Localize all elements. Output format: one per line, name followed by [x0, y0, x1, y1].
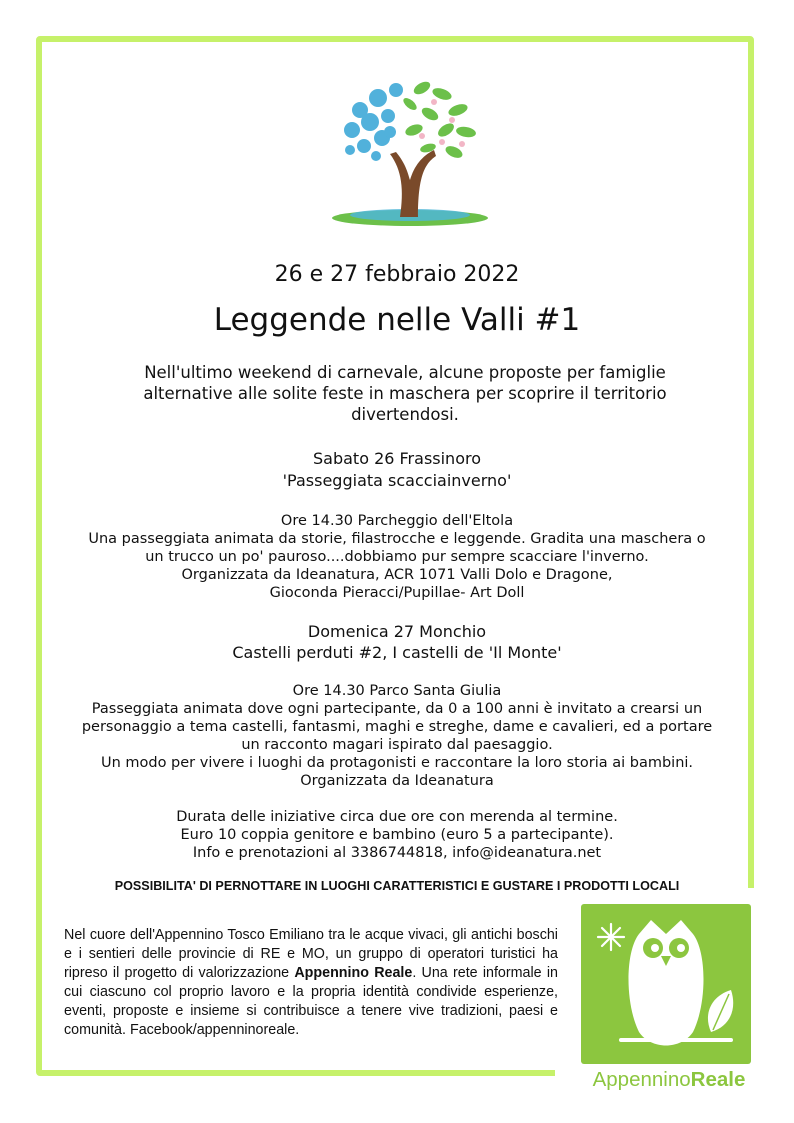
saturday-subtitle: 'Passeggiata scacciainverno' — [282, 471, 512, 490]
info-contact: Info e prenotazioni al 3386744818, info@ideanatura.net — [192, 845, 602, 861]
lodging-banner: POSSIBILITA' DI PERNOTTARE IN LUOGHI CARATTERISTICI E GUSTARE I PRODOTTI LOCALI — [114, 879, 680, 893]
snowflake-icon — [598, 924, 624, 950]
sunday-line: un racconto magari ispirato dal paesaggio. — [241, 737, 553, 753]
event-title: Leggende nelle Valli #1 — [213, 302, 581, 338]
event-date: 26 e 27 febbraio 2022 — [274, 262, 520, 287]
sunday-time-place: Ore 14.30 Parco Santa Giulia — [292, 683, 502, 699]
tree-illustration — [330, 70, 490, 230]
description-text: . Una rete informale in cui ciascuno col proprio lavoro e la propria identità condivide esperienze, eventi, proposte e insieme si contribuisce a tenere vive tradizioni, paesi e comunità. Facebook/appenninoreale. — [64, 965, 558, 1038]
sunday-line: Organizzata da Ideanatura — [300, 773, 494, 789]
sunday-line: Un modo per vivere i luoghi da protagonisti e raccontare la loro storia ai bambini. — [100, 755, 694, 771]
info-duration: Durata delle iniziative circa due ore con merenda al termine. — [176, 809, 618, 825]
logo-word: Appennino — [592, 1068, 691, 1091]
network-description — [64, 926, 558, 1040]
info-price: Euro 10 coppia genitore e bambino (euro 5 a partecipante). — [180, 827, 614, 843]
event-intro: Nell'ultimo weekend di carnevale, alcune proposte per famiglie alternative alle solite feste in maschera per scoprire il territorio divertendosi. — [143, 363, 667, 424]
sunday-subtitle: Castelli perduti #2, I castelli de 'Il Monte' — [232, 643, 562, 662]
sunday-line: Passeggiata animata dove ogni partecipante, da 0 a 100 anni è invitato a crearsi un — [91, 701, 703, 717]
appennino-reale-logo — [581, 904, 751, 1064]
saturday-line: Una passeggiata animata da storie, filastrocche e leggende. Gradita una maschera o — [88, 531, 706, 547]
description-text: Nel cuore dell'Appennino Tosco Emiliano tra le acque vivaci, gli antichi boschi e i sentieri delle provincie di RE e MO, un gruppo di operatori turistici ha ripreso il progetto di valorizzazione — [64, 927, 558, 981]
saturday-heading: Sabato 26 Frassinoro — [313, 449, 481, 468]
saturday-line: Organizzata da Ideanatura, ACR 1071 Valli Dolo e Dragone, — [181, 567, 613, 583]
saturday-line: un trucco un po' pauroso....dobbiamo pur sempre scacciare l'inverno. — [145, 549, 649, 565]
logo-wordmark — [574, 1068, 764, 1092]
logo-word-bold: Reale — [690, 1068, 746, 1091]
saturday-time-place: Ore 14.30 Parcheggio dell'Eltola — [280, 513, 514, 529]
sunday-heading: Domenica 27 Monchio — [307, 622, 487, 641]
sunday-line: personaggio a tema castelli, fantasmi, maghi e streghe, dame e cavalieri, ed a portare — [81, 719, 713, 735]
brand-name: Appennino Reale — [294, 965, 413, 981]
leaf-icon — [708, 990, 733, 1032]
saturday-line: Gioconda Pieracci/Pupillae- Art Doll — [269, 585, 525, 601]
owl-icon — [581, 904, 751, 1064]
